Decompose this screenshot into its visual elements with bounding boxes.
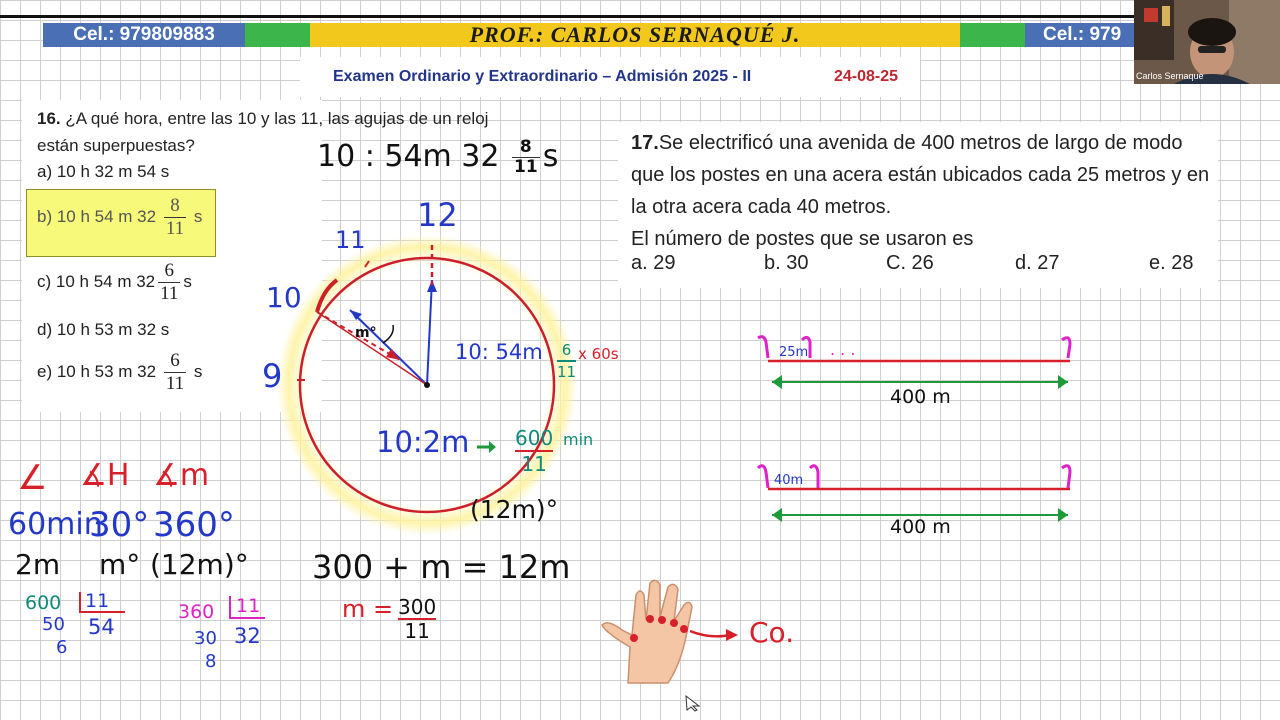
- division-600-quotient: 54: [88, 615, 115, 639]
- exam-title: Examen Ordinario y Extraordinario – Admisión 2025 - II: [333, 68, 752, 85]
- ten-two-m: 10:2m: [376, 425, 470, 459]
- side-fraction: 6 11: [557, 341, 577, 381]
- division-600-bracket: [77, 592, 127, 616]
- equation-2-fraction: 300 11: [398, 595, 437, 643]
- clock-label-10: 10: [266, 281, 302, 314]
- minute-angle-label: m°: [355, 325, 377, 341]
- phone-badge-right: Cel.: 979: [1025, 23, 1163, 47]
- q16-option-c-fraction: $\frac{6}{11}$: [160, 260, 179, 304]
- q16-option-a[interactable]: a) 10 h 32 m 54 s: [37, 162, 170, 181]
- segment-25m: 25m: [779, 345, 809, 360]
- division-360-step: 30: [194, 628, 217, 649]
- q17-option-d[interactable]: d. 27: [1015, 252, 1060, 274]
- q17-option-e[interactable]: e. 28: [1149, 252, 1194, 274]
- row1-hour-degrees: 30°: [89, 505, 150, 545]
- q17-number: 17.: [631, 132, 659, 154]
- clock-label-11: 11: [335, 226, 366, 254]
- professor-title: PROF.: CARLOS SERNAQUÉ J.: [310, 23, 960, 47]
- webcam-name-label: Carlos Sernaque: [1136, 71, 1204, 81]
- q16-number: 16.: [37, 109, 61, 128]
- segment-dots: . . .: [830, 340, 856, 359]
- minute-angle-symbol: ∡m: [153, 458, 210, 493]
- q16-option-c[interactable]: c) 10 h 54 m 32 $\frac{6}{11}$ s: [37, 260, 192, 304]
- clock-diagram: [255, 195, 650, 535]
- row2-minute-degrees: (12m)°: [150, 548, 249, 581]
- division-360-remainder: 8: [205, 651, 217, 672]
- division-600-dividend: 600: [25, 592, 62, 614]
- mouse-cursor-icon: [684, 694, 702, 712]
- division-360-bracket: [227, 596, 267, 622]
- clock-label-9: 9: [262, 357, 283, 395]
- row1-minute-degrees: 360°: [153, 505, 235, 545]
- q16-option-e[interactable]: e) 10 h 53 m 32 $\frac{6}{11}$ s: [37, 350, 203, 394]
- row2-minutes: 2m: [15, 548, 61, 581]
- row1-minutes: 60min: [8, 507, 103, 542]
- exam-date: 24-08-25: [834, 68, 899, 85]
- length-400m-bottom: 400 m: [890, 516, 951, 538]
- handwritten-co: Co.: [749, 616, 795, 649]
- division-360-quotient: 32: [234, 624, 261, 648]
- division-360-divisor: 11: [236, 595, 261, 617]
- handwritten-answer: 10 : 54m 32 $\frac{8}{11}$ s: [317, 137, 559, 177]
- q16-option-d[interactable]: d) 10 h 53 m 32 s: [37, 320, 170, 339]
- equation-2: m =: [342, 595, 394, 623]
- q16-option-e-fraction: $\frac{6}{11}$: [165, 350, 185, 394]
- q16-option-b[interactable]: b) 10 h 54 m 32 $\frac{8}{11}$ s: [37, 195, 203, 239]
- twelve-m-angle: (12m)°: [470, 495, 559, 524]
- header-accent-left: [245, 23, 310, 47]
- header-accent-right: [960, 23, 1025, 47]
- division-600-step: 50: [42, 614, 65, 635]
- angle-symbol: ∠: [17, 458, 48, 498]
- division-600-divisor: 11: [85, 590, 110, 612]
- segment-40m: 40m: [774, 473, 804, 488]
- q17-prompt: El número de postes que se usaron es: [631, 228, 974, 250]
- min-label: min: [563, 430, 594, 449]
- division-360-dividend: 360: [178, 601, 215, 623]
- q16-option-b-fraction: $\frac{8}{11}$: [165, 195, 185, 239]
- fraction-600-11: 600 11: [515, 426, 554, 476]
- arrow-right-icon: [690, 625, 740, 645]
- q17-question: 17.Se electrificó una avenida de 400 metros de largo de modo que los postes en una acera están ubicados cada 25 metros y en la otra acera cada 40 metros. El número de postes que se usaron es: [631, 132, 1210, 250]
- side-times-60s: x 60s: [578, 345, 619, 363]
- division-600-remainder: 6: [56, 637, 68, 658]
- length-400m-top: 400 m: [890, 386, 951, 408]
- top-rule: [0, 15, 1280, 18]
- side-time: 10: 54m: [455, 340, 543, 364]
- road-diagram: [750, 330, 1080, 545]
- arrow-icon: [477, 440, 497, 454]
- clock-label-12: 12: [417, 196, 458, 234]
- q17-option-c[interactable]: C. 26: [886, 252, 934, 274]
- phone-badge-left: Cel.: 979809883: [43, 23, 245, 47]
- equation-1: 300 + m = 12m: [312, 548, 571, 586]
- row2-hour-degrees: m°: [99, 548, 141, 581]
- q17-option-b[interactable]: b. 30: [764, 252, 809, 274]
- hour-angle-symbol: ∡H: [80, 458, 130, 493]
- q16-question-text: ¿A qué hora, entre las 10 y las 11, las agujas de un reloj están superpuestas?: [37, 109, 489, 155]
- q17-option-a[interactable]: a. 29: [631, 252, 676, 274]
